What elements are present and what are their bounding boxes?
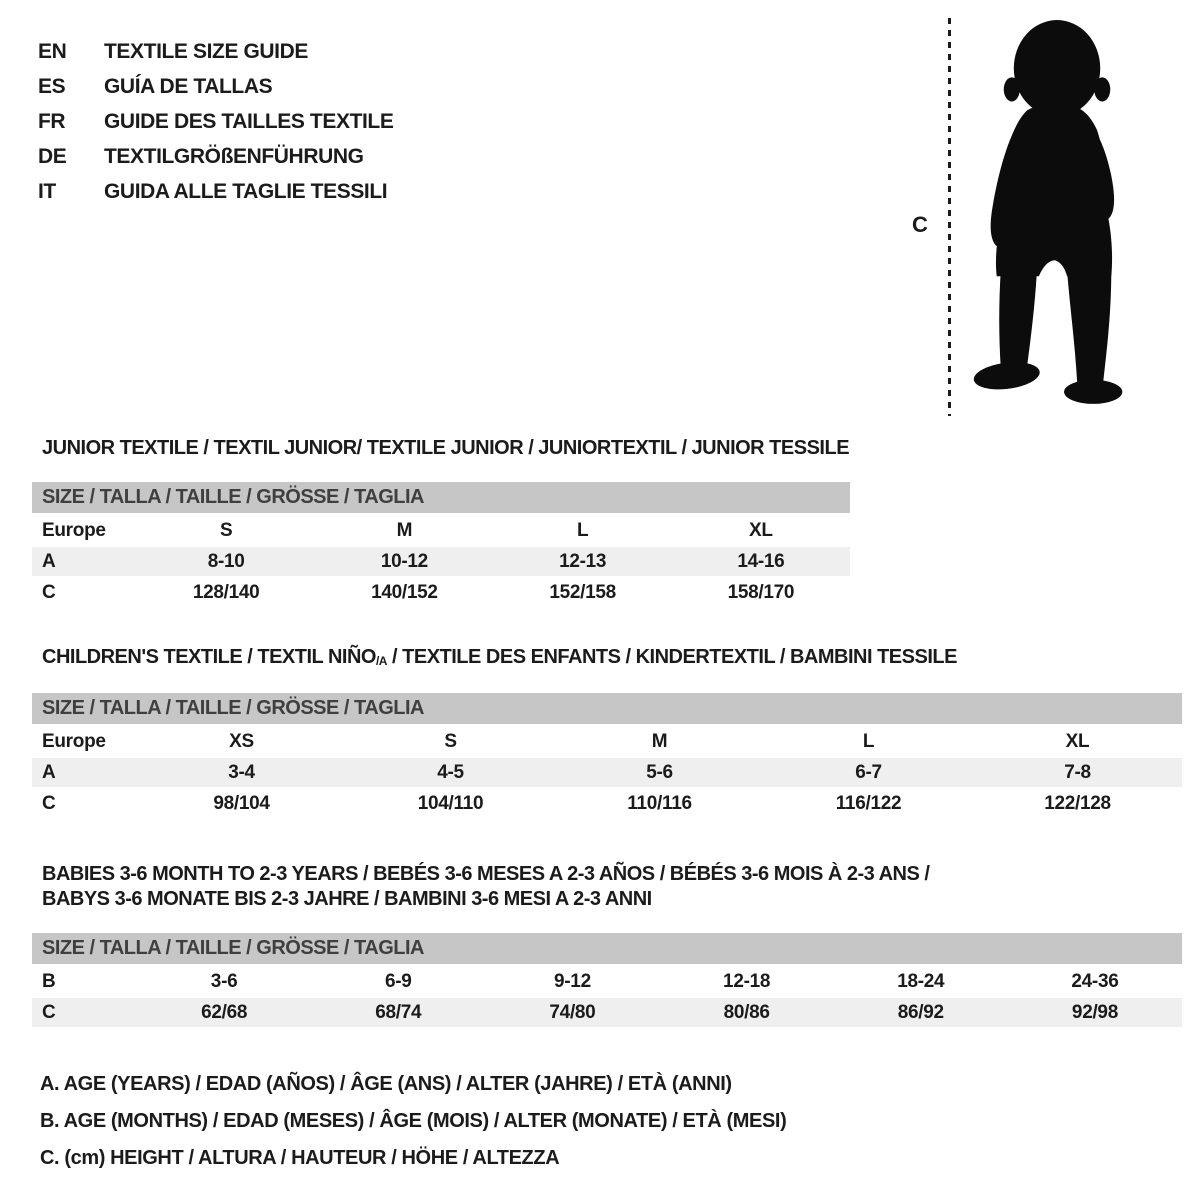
table-row <box>32 727 1182 756</box>
language-title: GUIDE DES TAILLES TEXTILE <box>104 109 394 133</box>
table-cell: 140/152 <box>371 581 438 603</box>
height-measure-label: C <box>912 212 928 237</box>
height-measure-line <box>948 18 951 416</box>
table-cell: S <box>219 519 233 541</box>
row-label: B <box>42 970 56 992</box>
table-cell: S <box>444 730 457 752</box>
size-table-children <box>32 693 1182 818</box>
language-code: FR <box>38 109 66 133</box>
legend-text: B. AGE (MONTHS) / EDAD (MESES) / ÂGE (MOIS) / ALTER (MONATE) / ETÀ (MESI) <box>40 1110 787 1132</box>
row-label: A <box>42 550 56 572</box>
table-cell: 14-16 <box>737 550 785 572</box>
table-cell: 158/170 <box>727 581 795 603</box>
row-label: C <box>42 581 56 603</box>
heading-text: BABIES 3-6 MONTH TO 2-3 YEARS / BEBÉS 3-6 MESES A 2-3 AÑOS / BÉBÉS 3-6 MOIS À 2-3 ANS / <box>42 863 930 885</box>
table-cell: 86/92 <box>897 1001 944 1023</box>
table-row <box>32 547 850 576</box>
size-table-babies <box>32 933 1182 1027</box>
table-size-header <box>32 693 1182 724</box>
language-title: TEXTILGRÖßENFÜHRUNG <box>104 144 364 168</box>
heading-text: CHILDREN'S TEXTILE / TEXTIL NIÑO <box>42 646 376 668</box>
table-cell: XL <box>749 519 773 541</box>
heading-text: / TEXTILE DES ENFANTS / KINDERTEXTIL / BAMBINI TESSILE <box>386 646 957 668</box>
table-cell: 80/86 <box>723 1001 770 1023</box>
table-cell: 9-12 <box>554 970 591 992</box>
section-heading <box>32 436 1182 461</box>
table-size-header-label: SIZE / TALLA / TAILLE / GRÖSSE / TAGLIA <box>42 697 424 719</box>
table-cell: 3-6 <box>210 970 238 992</box>
section-heading-line <box>42 862 1182 887</box>
language-code: DE <box>38 144 67 168</box>
section-heading-line <box>42 436 1182 461</box>
heading-text: BABYS 3-6 MONATE BIS 2-3 JAHRE / BAMBINI 3-6 MESI A 2-3 ANNI <box>42 888 652 910</box>
baby-silhouette-icon <box>962 12 1146 418</box>
section-heading-line <box>42 645 1182 672</box>
table-cell: 152/158 <box>549 581 616 603</box>
table-row <box>32 998 1182 1027</box>
table-cell: 116/122 <box>835 792 902 814</box>
row-label: Europe <box>42 730 106 752</box>
row-label: C <box>42 792 56 814</box>
language-title: TEXTILE SIZE GUIDE <box>104 39 308 63</box>
table-cell: 5-6 <box>646 761 673 783</box>
language-code: IT <box>38 179 56 203</box>
table-row <box>32 516 850 545</box>
table-cell: 3-4 <box>228 761 255 783</box>
table-cell: 7-8 <box>1064 761 1091 783</box>
table-cell: 6-9 <box>384 970 412 992</box>
table-cell: 68/74 <box>375 1001 422 1023</box>
legend-text: C. (cm) HEIGHT / ALTURA / HAUTEUR / HÖHE / ALTEZZA <box>40 1147 560 1169</box>
table-cell: 92/98 <box>1071 1001 1118 1023</box>
table-cell: 62/68 <box>201 1001 248 1023</box>
table-cell: L <box>576 519 589 541</box>
size-section-babies <box>32 862 1182 1027</box>
table-size-header-label: SIZE / TALLA / TAILLE / GRÖSSE / TAGLIA <box>42 486 424 508</box>
table-cell: 74/80 <box>549 1001 596 1023</box>
table-cell: 12-18 <box>723 970 771 992</box>
legend-line <box>40 1140 786 1177</box>
table-cell: 24-36 <box>1071 970 1119 992</box>
table-cell: 10-12 <box>380 550 428 572</box>
language-row <box>38 139 393 174</box>
table-cell: 128/140 <box>192 581 260 603</box>
table-cell: 4-5 <box>437 761 464 783</box>
table-cell: 18-24 <box>897 970 945 992</box>
table-cell: L <box>862 730 875 752</box>
row-label: C <box>42 1001 56 1023</box>
table-cell: 110/116 <box>627 792 692 814</box>
table-size-header <box>32 933 1182 964</box>
section-heading-line <box>42 887 1182 912</box>
table-row <box>32 789 1182 818</box>
language-row <box>38 174 393 209</box>
table-cell: 122/128 <box>1044 792 1111 814</box>
size-section-junior <box>32 436 1182 607</box>
table-row <box>32 758 1182 787</box>
row-label: Europe <box>42 519 106 541</box>
language-code: ES <box>38 74 66 98</box>
heading-text: JUNIOR TEXTILE / TEXTIL JUNIOR/ TEXTILE JUNIOR / JUNIORTEXTIL / JUNIOR TESSILE <box>42 437 850 459</box>
legend-text: A. AGE (YEARS) / EDAD (AÑOS) / ÂGE (ANS) / ALTER (JAHRE) / ETÀ (ANNI) <box>40 1073 732 1095</box>
table-cell: 104/110 <box>417 792 484 814</box>
section-heading <box>32 862 1182 912</box>
row-label: A <box>42 761 56 783</box>
language-title: GUIDA ALLE TAGLIE TESSILI <box>104 179 388 203</box>
measurement-legend <box>40 1066 786 1177</box>
size-table-junior <box>32 482 850 607</box>
table-size-header <box>32 482 850 513</box>
table-cell: M <box>396 519 413 541</box>
table-cell: 6-7 <box>855 761 882 783</box>
size-tables <box>32 436 1182 1029</box>
table-row <box>32 967 1182 996</box>
size-section-children <box>32 645 1182 818</box>
table-size-header-label: SIZE / TALLA / TAILLE / GRÖSSE / TAGLIA <box>42 937 424 959</box>
table-cell: XS <box>229 730 254 752</box>
legend-line <box>40 1066 786 1103</box>
language-code: EN <box>38 39 67 63</box>
language-row <box>38 34 393 69</box>
language-row <box>38 69 393 104</box>
table-row <box>32 578 850 607</box>
table-cell: 8-10 <box>207 550 245 572</box>
legend-line <box>40 1103 786 1140</box>
section-heading <box>32 645 1182 672</box>
language-row <box>38 104 393 139</box>
table-cell: 12-13 <box>559 550 607 572</box>
table-cell: 98/104 <box>213 792 270 814</box>
table-cell: XL <box>1065 730 1090 752</box>
language-title-block <box>38 34 393 209</box>
heading-text: /A <box>375 654 387 668</box>
language-title: GUÍA DE TALLAS <box>104 74 273 98</box>
table-cell: M <box>651 730 668 752</box>
